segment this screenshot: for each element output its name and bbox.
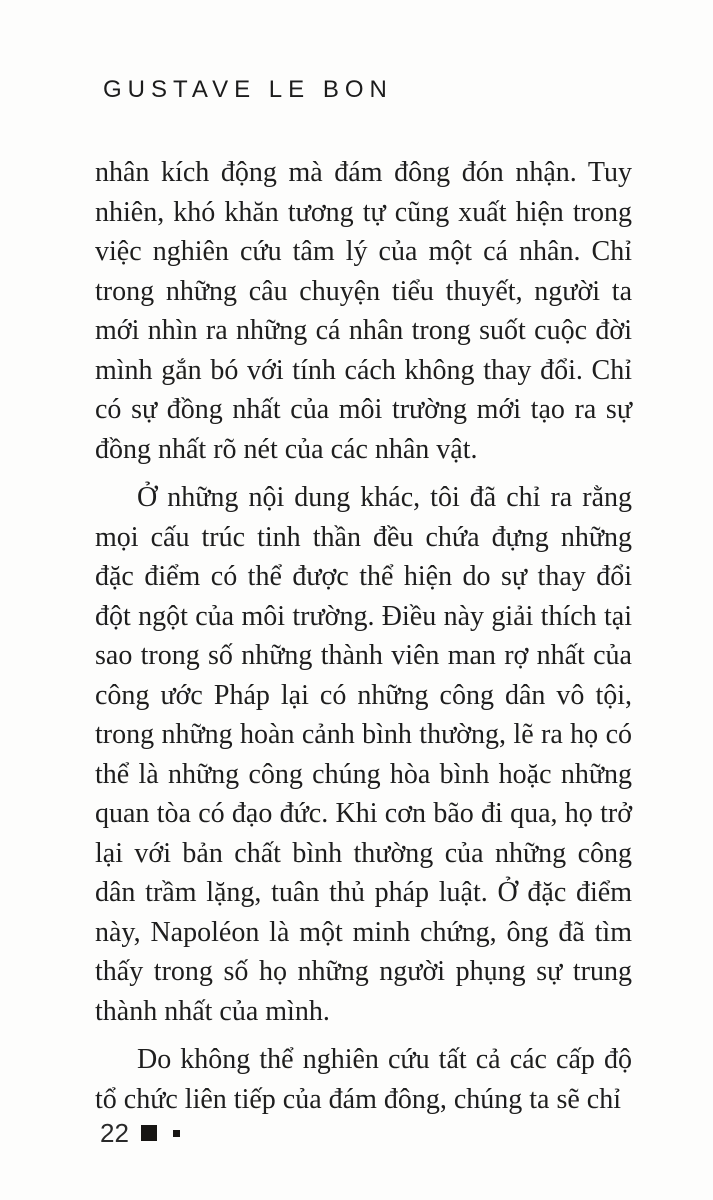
large-square-ornament-icon xyxy=(141,1125,157,1141)
page-footer xyxy=(100,1119,180,1147)
paragraph-continuation: nhân kích động mà đám đông đón nhận. Tuy nhiên, khó khăn tương tự cũng xuất hiện trong việc nghiên cứu tâm lý của một cá nhân. Chỉ trong những câu chuyện tiểu thuyết, người ta mới nhìn ra những cá nhân trong suốt cuộc đời mình gắn bó với tính cách không thay đổi. Chỉ có sự đồng nhất của môi trường mới tạo ra sự đồng nhất rõ nét của các nhân vật. xyxy=(95,157,632,465)
paragraph: Do không thể nghiên cứu tất cả các cấp độ tổ chức liên tiếp của đám đông, chúng ta sẽ chỉ xyxy=(95,1044,632,1115)
body-text-block xyxy=(95,153,632,1119)
running-header-author: GUSTAVE LE BON xyxy=(103,76,393,103)
paragraph: Ở những nội dung khác, tôi đã chỉ ra rằng mọi cấu trúc tinh thần đều chứa đựng những đặc điểm có thể được thể hiện do sự thay đổi đột ngột của môi trường. Điều này giải thích tại sao trong số những thành viên man rợ nhất của công ước Pháp lại có những công dân vô tội, trong những hoàn cảnh bình thường, lẽ ra họ có thể là những công chúng hòa bình hoặc những quan tòa có đạo đức. Khi cơn bão đi qua, họ trở lại với bản chất bình thường của những công dân trầm lặng, tuân thủ pháp luật. Ở đặc điểm này, Napoléon là một minh chứng, ông đã tìm thấy trong số họ những người phụng sự trung thành nhất của mình. xyxy=(95,482,632,1027)
page-number: 22 xyxy=(100,1118,129,1148)
small-square-ornament-icon xyxy=(173,1130,180,1137)
